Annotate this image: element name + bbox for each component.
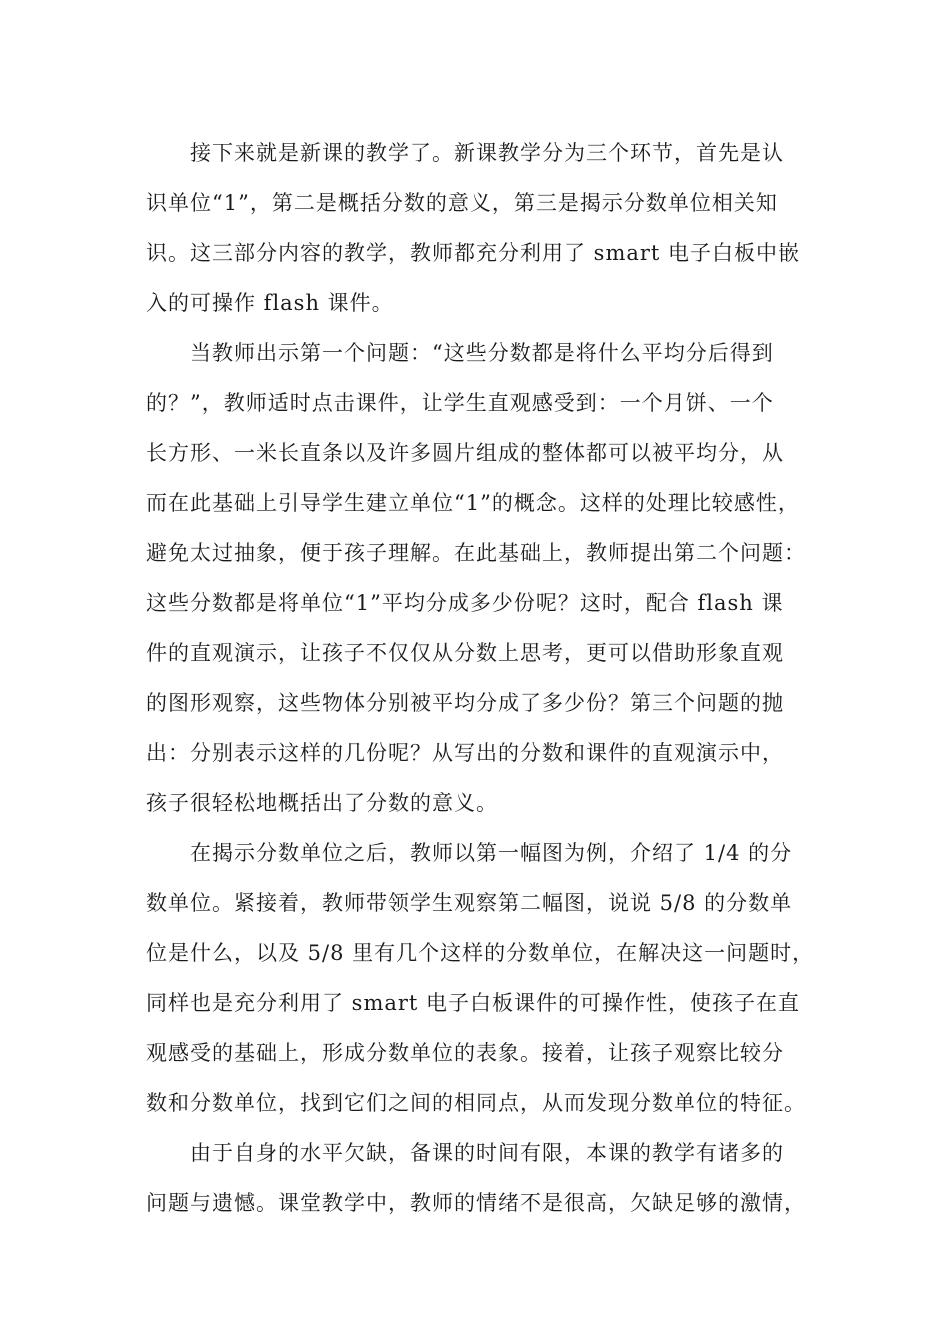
paragraph-line: 接下来就是新课的教学了。新课教学分为三个环节，首先是认 bbox=[190, 141, 784, 165]
paragraph-line: 同样也是充分利用了 smart 电子白板课件的可操作性，使孩子在直 bbox=[146, 991, 801, 1015]
paragraph-line: 位是什么，以及 5/8 里有几个这样的分数单位，在解决这一问题时， bbox=[146, 941, 815, 965]
paragraph-line: 识。这三部分内容的教学，教师都充分利用了 smart 电子白板中嵌 bbox=[146, 241, 801, 265]
document-body bbox=[146, 128, 826, 1228]
paragraph-line: 观感受的基础上，形成分数单位的表象。接着，让孩子观察比较分 bbox=[146, 1041, 784, 1065]
paragraph-line: 的图形观察，这些物体分别被平均分成了多少份？第三个问题的抛 bbox=[146, 691, 784, 715]
paragraph-line: 在揭示分数单位之后，教师以第一幅图为例，介绍了 1/4 的分 bbox=[190, 841, 793, 865]
paragraph-line: 问题与遗憾。课堂教学中，教师的情绪不是很高，欠缺足够的激情， bbox=[146, 1191, 806, 1215]
paragraph-line: 避免太过抽象，便于孩子理解。在此基础上，教师提出第二个问题： bbox=[146, 541, 806, 565]
paragraph-4 bbox=[146, 1128, 826, 1228]
paragraph-line: 当教师出示第一个问题：“这些分数都是将什么平均分后得到 bbox=[190, 341, 774, 365]
paragraph-line: 出：分别表示这样的几份呢？从写出的分数和课件的直观演示中， bbox=[146, 741, 784, 765]
paragraph-line: 而在此基础上引导学生建立单位“1”的概念。这样的处理比较感性， bbox=[146, 491, 800, 515]
paragraph-line: 这些分数都是将单位“1”平均分成多少份呢？这时，配合 flash 课 bbox=[146, 591, 784, 615]
paragraph-line: 识单位“1”，第二是概括分数的意义，第三是揭示分数单位相关知 bbox=[146, 191, 778, 215]
paragraph-line: 件的直观演示，让孩子不仅仅从分数上思考，更可以借助形象直观 bbox=[146, 641, 784, 665]
paragraph-line: 数和分数单位，找到它们之间的相同点，从而发现分数单位的特征。 bbox=[146, 1091, 806, 1115]
paragraph-line: 的？”，教师适时点击课件，让学生直观感受到：一个月饼、一个 bbox=[146, 391, 774, 415]
paragraph-1 bbox=[146, 128, 826, 328]
paragraph-line: 数单位。紧接着，教师带领学生观察第二幅图，说说 5/8 的分数单 bbox=[146, 891, 793, 915]
paragraph-line: 入的可操作 flash 课件。 bbox=[146, 291, 394, 315]
paragraph-3 bbox=[146, 828, 826, 1128]
paragraph-line: 由于自身的水平欠缺，备课的时间有限，本课的教学有诸多的 bbox=[190, 1141, 784, 1165]
paragraph-line: 长方形、一米长直条以及许多圆片组成的整体都可以被平均分，从 bbox=[146, 441, 784, 465]
paragraph-2 bbox=[146, 328, 826, 828]
paragraph-line: 孩子很轻松地概括出了分数的意义。 bbox=[146, 791, 498, 815]
